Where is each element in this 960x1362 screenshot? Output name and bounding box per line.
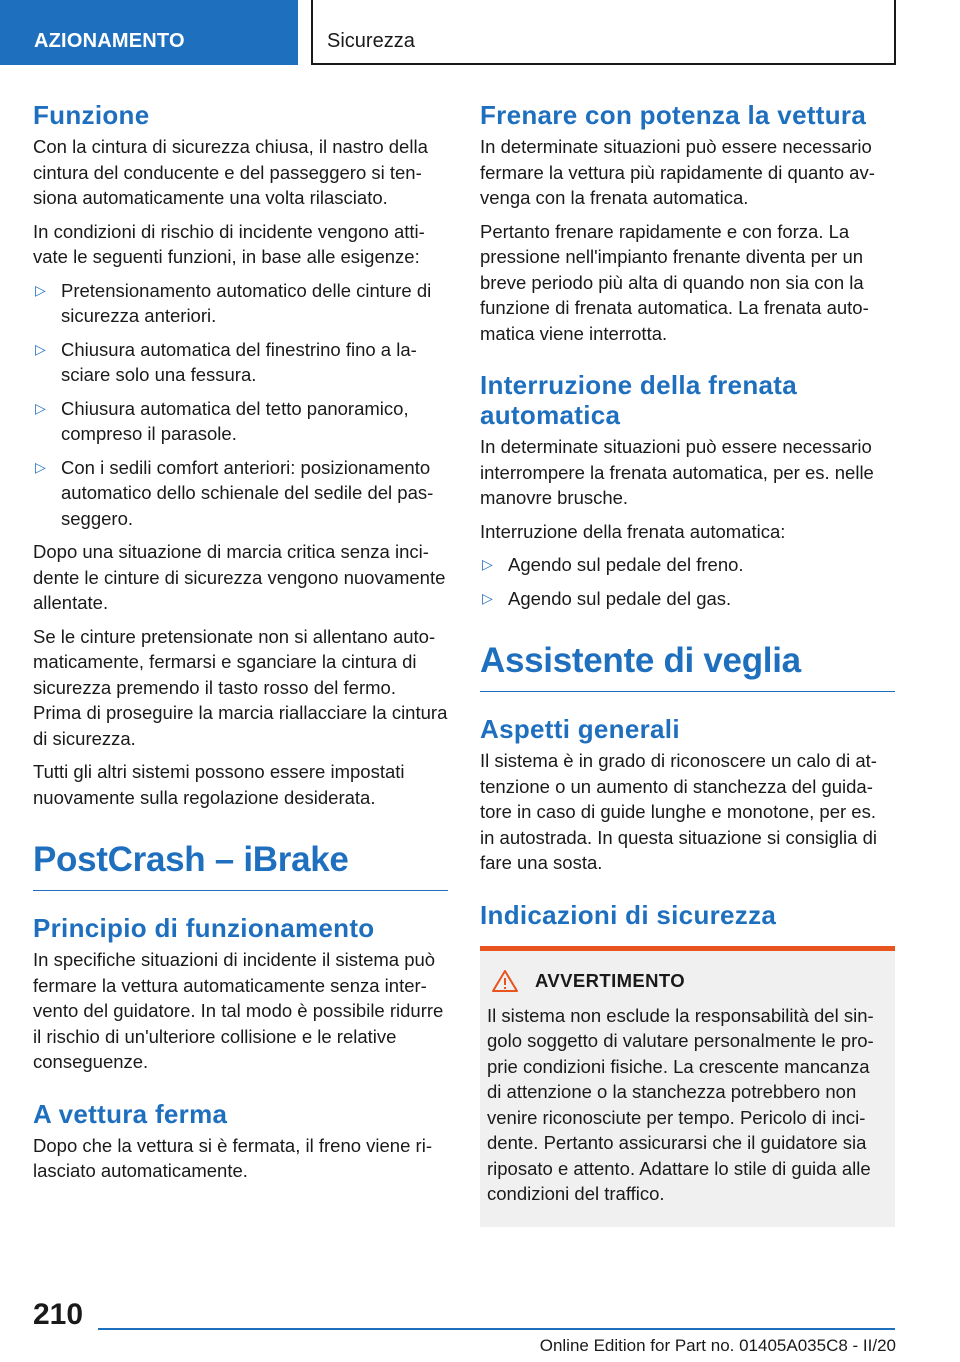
list-item-text: Agendo sul pedale del gas. (508, 587, 732, 609)
footer-edition: Online Edition for Part no. 01405A035C8 - II/20 (539, 1336, 896, 1355)
paragraph: Con la cintura di sicurezza chiusa, il nastro della cintura del conducente e del passeggero si tensiona automaticamente una volta rilasciato. (33, 136, 428, 208)
bullet-icon: ▷ (35, 340, 46, 357)
section-tab: AZIONAMENTO (0, 0, 298, 65)
bullet-icon: ▷ (35, 281, 46, 298)
list-item (33, 337, 448, 388)
list-item-text: Con i sedili comfort anteriori: posizionamento automatico dello schienale del sedile del passeggero. (61, 456, 434, 529)
list-item (33, 278, 448, 329)
bullet-icon: ▷ (35, 399, 46, 416)
paragraph: In specifiche situazioni di incidente il sistema può fermare la vettura automaticamente senza intervento del guidatore. In tal modo è possibile ridurre il rischio di un'ulteriore collisione e le relative conseguenze. (33, 949, 444, 1072)
warning-header (487, 969, 888, 993)
list-item-text: Chiusura automatica del finestrino fino a lasciare solo una fessura. (61, 338, 417, 385)
page-header (0, 0, 960, 68)
page-number: 210 (33, 1298, 84, 1331)
heading-indicazioni: Indicazioni di sicurezza (480, 899, 777, 930)
paragraph: Tutti gli altri sistemi possono essere impostati nuovamente sulla regolazione desiderata. (33, 761, 405, 808)
paragraph: Dopo una situazione di marcia critica senza incidente le cinture di sicurezza vengono nuovamente allentate. (33, 541, 446, 613)
warning-box (480, 946, 895, 1227)
left-column (33, 100, 448, 1192)
heading-frenare: Frenare con potenza la vettura (480, 100, 867, 130)
list-item (33, 455, 448, 532)
list-item (480, 552, 895, 578)
list-item (480, 586, 895, 612)
heading-interruzione: Interruzione della frenata automatica (480, 370, 797, 430)
list-item-text: Pretensionamento automatico delle cinture di sicurezza anteriori. (61, 279, 432, 326)
bullet-icon: ▷ (482, 556, 493, 572)
chapter-title: Sicurezza (311, 0, 896, 65)
paragraph: In determinate situazioni può essere necessario fermare la vettura più rapidamente di quanto avvenga con la frenata automatica. (480, 136, 875, 208)
bullet-icon: ▷ (482, 589, 493, 606)
section-title-postcrash: PostCrash – iBrake (33, 840, 448, 891)
section-title-assistente: Assistente di veglia (480, 641, 895, 692)
list-item (33, 396, 448, 447)
heading-funzione: Funzione (33, 100, 150, 130)
paragraph: Il sistema è in grado di riconoscere un calo di attenzione o un aumento di stanchezza del guidatore in caso di guide lunghe e monotone, per es. in autostrada. In questa situazione si consiglia di fare una sosta. (480, 750, 877, 873)
paragraph: Se le cinture pretensionate non si allentano automaticamente, fermarsi e sganciare la cintura di sicurezza premendo il tasto rosso del fermo. Prima di proseguire la marcia riallacciare la cintura di sicurezza. (33, 625, 448, 749)
paragraph: In determinate situazioni può essere necessario interrompere la frenata automatica, per es. nelle manovre brusche. (480, 436, 874, 508)
paragraph: Dopo che la vettura si è fermata, il freno viene rilasciato automaticamente. (33, 1134, 432, 1181)
warning-text: Il sistema non esclude la responsabilità del singolo soggetto di valutare personalmente le proprie condizioni fisiche. La crescente mancanza di attenzione o la stanchezza potrebbero non venire riconosciute per tempo. Pericolo di incidente. Pertanto assicurarsi che il guidatore sia riposato e attento. Adattare lo stile di guida alle condizioni del traffico. (487, 1004, 874, 1204)
list-item-text: Chiusura automatica del tetto panoramico, compreso il parasole. (61, 397, 409, 444)
right-column (480, 100, 895, 1227)
warning-triangle-icon (491, 969, 519, 993)
bullet-icon: ▷ (35, 458, 46, 475)
paragraph: Interruzione della frenata automatica: (480, 520, 786, 542)
list-item-text: Agendo sul pedale del freno. (508, 554, 744, 575)
paragraph: Pertanto frenare rapidamente e con forza. La pressione nell'impianto frenante diventa per un breve periodo più alta di quando non sia con la funzione di frenata automatica. La frenata automatica viene interrotta. (480, 220, 869, 344)
heading-aspetti: Aspetti generali (480, 714, 680, 744)
heading-principio: Principio di funzionamento (33, 913, 375, 943)
footer-divider (98, 1328, 895, 1330)
paragraph: In condizioni di rischio di incidente vengono attivate le seguenti funzioni, in base alle esigenze: (33, 220, 425, 267)
heading-vettura-ferma: A vettura ferma (33, 1098, 228, 1129)
warning-title: AVVERTIMENTO (535, 969, 686, 991)
